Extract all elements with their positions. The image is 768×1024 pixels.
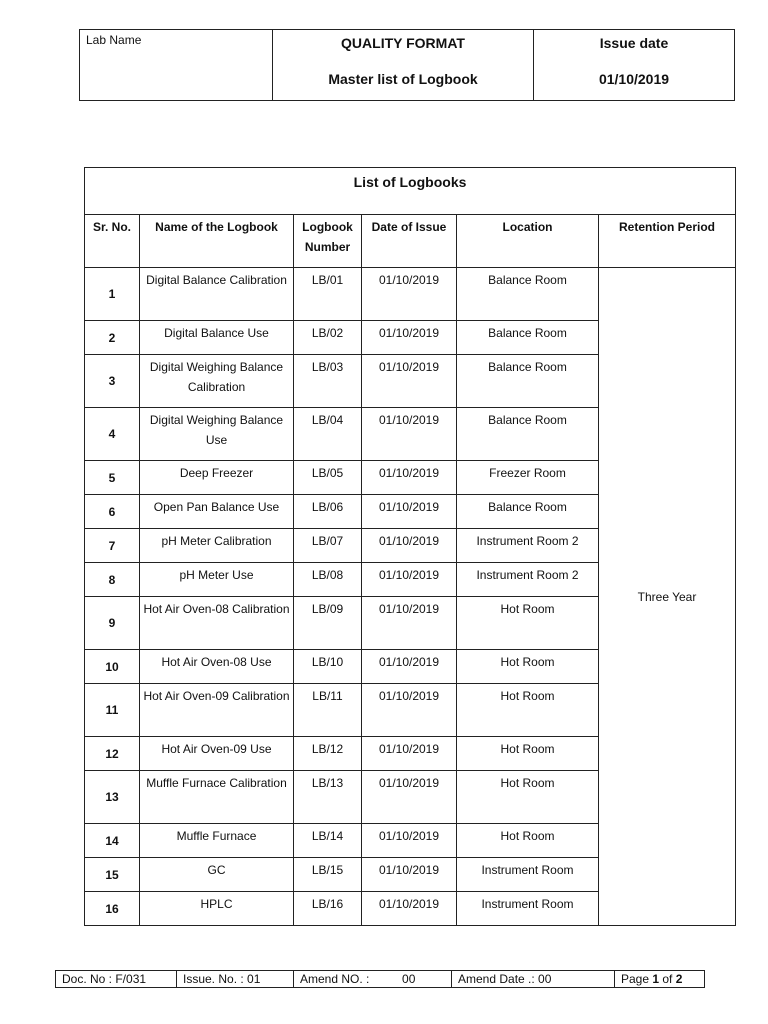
row-sr-no: 13 — [85, 771, 140, 824]
row-logbook-number: LB/08 — [294, 563, 362, 597]
row-logbook-name: Muffle Furnace — [140, 824, 294, 858]
row-logbook-name: Digital Balance Calibration — [140, 268, 294, 321]
row-location: Balance Room — [457, 268, 599, 321]
issue-number: Issue. No. : 01 — [177, 971, 294, 988]
row-logbook-name: pH Meter Use — [140, 563, 294, 597]
row-date-of-issue: 01/10/2019 — [362, 268, 457, 321]
format-title: QUALITY FORMAT — [341, 35, 465, 51]
row-date-of-issue: 01/10/2019 — [362, 321, 457, 355]
row-logbook-number: LB/06 — [294, 495, 362, 529]
row-logbook-number: LB/12 — [294, 737, 362, 771]
row-logbook-name: Hot Air Oven-08 Use — [140, 650, 294, 684]
row-location: Balance Room — [457, 321, 599, 355]
document-header — [79, 29, 735, 101]
row-logbook-number: LB/09 — [294, 597, 362, 650]
amend-number-label: Amend NO. : — [300, 972, 370, 986]
row-date-of-issue: 01/10/2019 — [362, 824, 457, 858]
row-logbook-number: LB/10 — [294, 650, 362, 684]
issue-date-label: Issue date — [599, 35, 669, 51]
row-date-of-issue: 01/10/2019 — [362, 461, 457, 495]
row-logbook-name: Hot Air Oven-09 Use — [140, 737, 294, 771]
row-logbook-name: Open Pan Balance Use — [140, 495, 294, 529]
row-date-of-issue: 01/10/2019 — [362, 650, 457, 684]
row-date-of-issue: 01/10/2019 — [362, 563, 457, 597]
row-location: Instrument Room 2 — [457, 529, 599, 563]
row-location: Instrument Room — [457, 892, 599, 926]
page-total: 2 — [675, 972, 683, 986]
col-header-name: Name of the Logbook — [140, 215, 294, 268]
row-location: Hot Room — [457, 771, 599, 824]
logbook-table — [84, 167, 736, 926]
row-location: Hot Room — [457, 597, 599, 650]
row-logbook-number: LB/11 — [294, 684, 362, 737]
col-header-number: Logbook Number — [294, 215, 362, 268]
page-number: Page 1 of 2 — [615, 971, 705, 988]
row-logbook-number: LB/01 — [294, 268, 362, 321]
row-sr-no: 16 — [85, 892, 140, 926]
row-logbook-name: Deep Freezer — [140, 461, 294, 495]
row-sr-no: 9 — [85, 597, 140, 650]
amend-date: Amend Date .: 00 — [452, 971, 615, 988]
table-header-row — [85, 215, 736, 268]
issue-date-cell — [534, 30, 735, 101]
table-row — [85, 268, 736, 321]
col-header-location: Location — [457, 215, 599, 268]
row-date-of-issue: 01/10/2019 — [362, 892, 457, 926]
row-logbook-number: LB/04 — [294, 408, 362, 461]
row-logbook-number: LB/16 — [294, 892, 362, 926]
row-location: Instrument Room — [457, 858, 599, 892]
format-title-cell — [273, 30, 534, 101]
row-location: Balance Room — [457, 355, 599, 408]
row-logbook-name: Digital Balance Use — [140, 321, 294, 355]
row-logbook-name: Digital Weighing Balance Use — [140, 408, 294, 461]
amend-number — [294, 971, 452, 988]
row-sr-no: 11 — [85, 684, 140, 737]
row-location: Hot Room — [457, 684, 599, 737]
row-sr-no: 7 — [85, 529, 140, 563]
row-logbook-number: LB/03 — [294, 355, 362, 408]
row-date-of-issue: 01/10/2019 — [362, 408, 457, 461]
row-date-of-issue: 01/10/2019 — [362, 597, 457, 650]
document-footer — [55, 970, 705, 988]
row-sr-no: 8 — [85, 563, 140, 597]
row-date-of-issue: 01/10/2019 — [362, 355, 457, 408]
row-logbook-number: LB/07 — [294, 529, 362, 563]
col-header-sr-no: Sr. No. — [85, 215, 140, 268]
row-logbook-name: Hot Air Oven-08 Calibration — [140, 597, 294, 650]
row-sr-no: 6 — [85, 495, 140, 529]
row-logbook-name: Digital Weighing Balance Calibration — [140, 355, 294, 408]
row-sr-no: 14 — [85, 824, 140, 858]
row-date-of-issue: 01/10/2019 — [362, 737, 457, 771]
col-header-retention: Retention Period — [599, 215, 736, 268]
row-location: Hot Room — [457, 824, 599, 858]
row-sr-no: 1 — [85, 268, 140, 321]
row-location: Hot Room — [457, 737, 599, 771]
row-sr-no: 15 — [85, 858, 140, 892]
issue-date-value: 01/10/2019 — [598, 71, 670, 87]
row-sr-no: 4 — [85, 408, 140, 461]
retention-period-value: Three Year — [599, 268, 736, 926]
row-location: Freezer Room — [457, 461, 599, 495]
page-current: 1 — [652, 972, 660, 986]
amend-number-value: 00 — [402, 972, 416, 986]
row-sr-no: 3 — [85, 355, 140, 408]
format-subtitle: Master list of Logbook — [328, 71, 478, 87]
row-location: Balance Room — [457, 495, 599, 529]
col-header-date: Date of Issue — [362, 215, 457, 268]
row-sr-no: 2 — [85, 321, 140, 355]
doc-number: Doc. No : F/031 — [56, 971, 177, 988]
row-location: Balance Room — [457, 408, 599, 461]
row-logbook-name: HPLC — [140, 892, 294, 926]
row-logbook-number: LB/14 — [294, 824, 362, 858]
lab-name-cell — [80, 30, 273, 101]
row-date-of-issue: 01/10/2019 — [362, 771, 457, 824]
row-logbook-name: Hot Air Oven-09 Calibration — [140, 684, 294, 737]
row-date-of-issue: 01/10/2019 — [362, 858, 457, 892]
row-location: Instrument Room 2 — [457, 563, 599, 597]
row-location: Hot Room — [457, 650, 599, 684]
row-date-of-issue: 01/10/2019 — [362, 684, 457, 737]
row-logbook-name: pH Meter Calibration — [140, 529, 294, 563]
row-logbook-name: Muffle Furnace Calibration — [140, 771, 294, 824]
row-date-of-issue: 01/10/2019 — [362, 529, 457, 563]
row-logbook-name: GC — [140, 858, 294, 892]
row-logbook-number: LB/15 — [294, 858, 362, 892]
row-date-of-issue: 01/10/2019 — [362, 495, 457, 529]
lab-name-label: Lab Name — [86, 33, 142, 47]
row-sr-no: 10 — [85, 650, 140, 684]
row-sr-no: 5 — [85, 461, 140, 495]
row-logbook-number: LB/02 — [294, 321, 362, 355]
row-logbook-number: LB/13 — [294, 771, 362, 824]
table-title: List of Logbooks — [85, 168, 736, 215]
row-sr-no: 12 — [85, 737, 140, 771]
row-logbook-number: LB/05 — [294, 461, 362, 495]
